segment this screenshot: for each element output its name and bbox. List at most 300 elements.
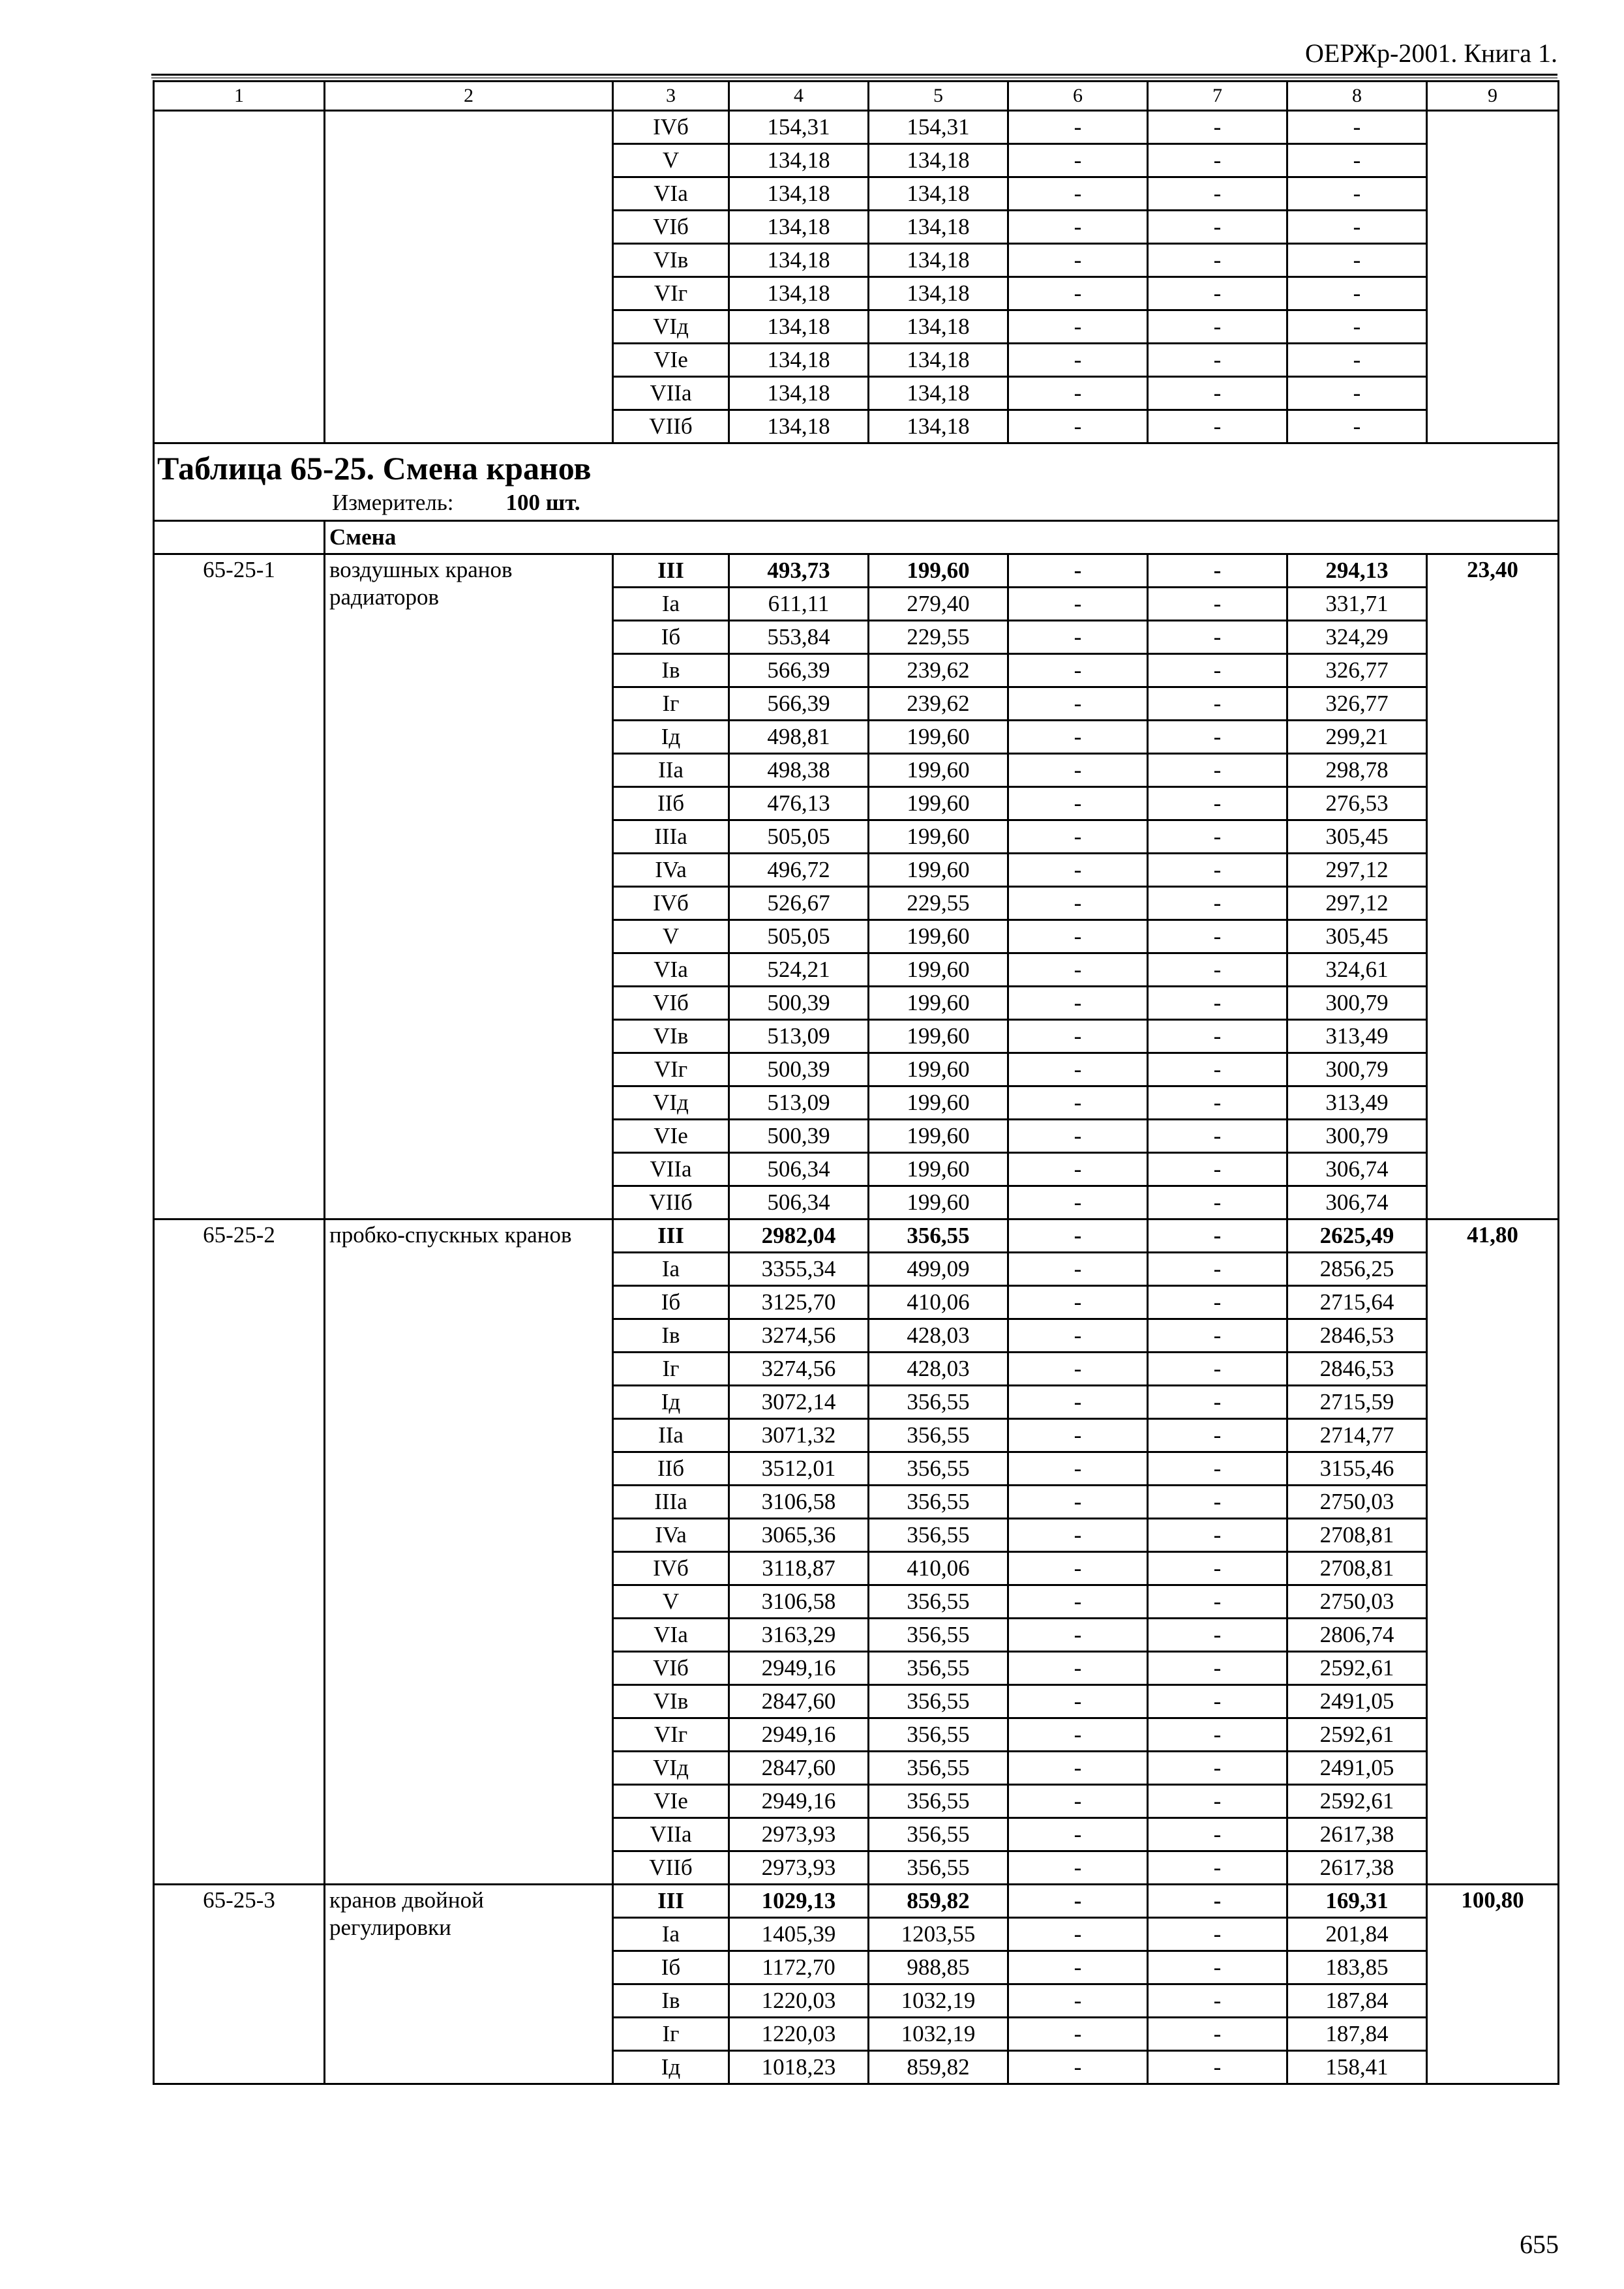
value-cell: 356,55 [869, 1619, 1008, 1652]
value-cell: 3512,01 [729, 1452, 869, 1486]
table-title: Таблица 65-25. Смена кранов [157, 450, 592, 486]
value-cell: 2949,16 [729, 1785, 869, 1818]
value-cell: - [1008, 1452, 1148, 1486]
value-cell: 199,60 [869, 1053, 1008, 1086]
value-cell: - [1008, 621, 1148, 654]
value-cell: 199,60 [869, 820, 1008, 854]
item-description: пробко-спускных кранов [325, 1219, 613, 1885]
value-cell: - [1008, 887, 1148, 920]
value-cell: - [1008, 1619, 1148, 1652]
value-cell: IIa [613, 1419, 729, 1452]
item-description: кранов двойной регулировки [325, 1885, 613, 2084]
value-cell: - [1008, 1219, 1148, 1253]
value-cell: 3118,87 [729, 1552, 869, 1585]
column-number: 5 [869, 82, 1008, 111]
value-cell: 524,21 [729, 953, 869, 987]
value-cell: 2847,60 [729, 1685, 869, 1718]
value-cell: - [1008, 344, 1148, 377]
value-cell: - [1148, 621, 1287, 654]
value-cell: 356,55 [869, 1752, 1008, 1785]
value-cell: VIг [613, 277, 729, 310]
value-cell: - [1287, 410, 1427, 443]
value-cell: - [1148, 588, 1287, 621]
value-cell: 3106,58 [729, 1585, 869, 1619]
value-cell: Ia [613, 1253, 729, 1286]
value-cell: 199,60 [869, 754, 1008, 787]
value-cell: 356,55 [869, 1486, 1008, 1519]
value-cell: - [1287, 144, 1427, 177]
value-cell: 2949,16 [729, 1652, 869, 1685]
value-cell: - [1008, 820, 1148, 854]
item-description: воздушных кранов радиаторов [325, 554, 613, 1219]
value-cell: VIг [613, 1718, 729, 1752]
value-cell: 199,60 [869, 920, 1008, 953]
value-cell: 187,84 [1287, 2018, 1427, 2051]
value-cell: 297,12 [1287, 887, 1427, 920]
value-cell: - [1148, 1353, 1287, 1386]
value-cell: - [1148, 1253, 1287, 1286]
value-cell: - [1148, 1452, 1287, 1486]
value-cell: 356,55 [869, 1685, 1008, 1718]
value-cell: V [613, 144, 729, 177]
value-cell: - [1008, 244, 1148, 277]
value-cell: - [1008, 1818, 1148, 1851]
value-cell: - [1008, 410, 1148, 443]
value-cell: IIIa [613, 1486, 729, 1519]
value-cell: 134,18 [869, 310, 1008, 344]
value-cell: - [1008, 1718, 1148, 1752]
value-cell: 313,49 [1287, 1086, 1427, 1120]
value-cell: 505,05 [729, 820, 869, 854]
value-cell: Iв [613, 1319, 729, 1353]
value-cell: 2973,93 [729, 1818, 869, 1851]
value-cell: - [1148, 211, 1287, 244]
value-cell: 566,39 [729, 654, 869, 687]
value-cell: - [1008, 1552, 1148, 1585]
value-cell: 513,09 [729, 1086, 869, 1120]
value-cell: V [613, 920, 729, 953]
value-cell: 134,18 [729, 277, 869, 310]
value-cell: 134,18 [729, 377, 869, 410]
value-cell: 1220,03 [729, 2018, 869, 2051]
value-cell: - [1008, 1785, 1148, 1818]
value-cell: 2625,49 [1287, 1219, 1427, 1253]
value-cell: - [1008, 854, 1148, 887]
value-cell: Ia [613, 1918, 729, 1951]
value-cell: 2708,81 [1287, 1552, 1427, 1585]
value-cell: - [1148, 1818, 1287, 1851]
value-cell: 2846,53 [1287, 1353, 1427, 1386]
value-cell: VIIa [613, 1153, 729, 1186]
value-cell: 199,60 [869, 987, 1008, 1020]
value-cell: Iг [613, 687, 729, 721]
value-cell: 498,81 [729, 721, 869, 754]
value-cell: - [1148, 1286, 1287, 1319]
value-cell: 611,11 [729, 588, 869, 621]
value-cell: Iв [613, 1984, 729, 2018]
value-cell: 187,84 [1287, 1984, 1427, 2018]
value-cell: 199,60 [869, 721, 1008, 754]
value-cell: 154,31 [729, 111, 869, 144]
value-cell: 2715,64 [1287, 1286, 1427, 1319]
value-cell: - [1008, 1386, 1148, 1419]
measure-label: Измеритель: [332, 490, 454, 515]
column-number: 1 [154, 82, 325, 111]
value-cell: 3155,46 [1287, 1452, 1427, 1486]
value-cell: Iв [613, 654, 729, 687]
column-number: 8 [1287, 82, 1427, 111]
value-cell: 500,39 [729, 1120, 869, 1153]
value-cell: 305,45 [1287, 920, 1427, 953]
value-cell: - [1008, 1885, 1148, 1918]
value-cell: - [1148, 854, 1287, 887]
value-cell: - [1287, 177, 1427, 211]
value-cell: - [1148, 1086, 1287, 1120]
value-cell: 134,18 [869, 377, 1008, 410]
value-cell: 229,55 [869, 621, 1008, 654]
value-cell: 306,74 [1287, 1153, 1427, 1186]
value-cell: 2949,16 [729, 1718, 869, 1752]
price-table [153, 80, 1559, 2085]
value-cell: - [1148, 953, 1287, 987]
value-cell: 2750,03 [1287, 1585, 1427, 1619]
value-cell: 154,31 [869, 111, 1008, 144]
value-cell: - [1148, 310, 1287, 344]
value-cell: 553,84 [729, 621, 869, 654]
item-code: 65-25-3 [154, 1885, 325, 2084]
labor-cost-cell: 23,40 [1427, 554, 1559, 1219]
value-cell: - [1148, 1685, 1287, 1718]
value-cell: - [1008, 953, 1148, 987]
value-cell: 356,55 [869, 1851, 1008, 1885]
value-cell: - [1287, 344, 1427, 377]
value-cell: - [1148, 1319, 1287, 1353]
value-cell: 229,55 [869, 887, 1008, 920]
value-cell: 500,39 [729, 987, 869, 1020]
value-cell: Ia [613, 588, 729, 621]
value-cell: 201,84 [1287, 1918, 1427, 1951]
value-cell: 158,41 [1287, 2051, 1427, 2084]
value-cell: 300,79 [1287, 1053, 1427, 1086]
value-cell: - [1008, 1519, 1148, 1552]
value-cell: - [1148, 1585, 1287, 1619]
value-cell: - [1008, 1851, 1148, 1885]
value-cell: VIд [613, 1086, 729, 1120]
value-cell: - [1148, 1552, 1287, 1585]
value-cell: 305,45 [1287, 820, 1427, 854]
value-cell: - [1148, 687, 1287, 721]
value-cell: 134,18 [869, 177, 1008, 211]
value-cell: - [1148, 721, 1287, 754]
value-cell: - [1008, 1652, 1148, 1685]
value-cell: IVa [613, 1519, 729, 1552]
value-cell: VIIa [613, 1818, 729, 1851]
value-cell: Iб [613, 621, 729, 654]
value-cell: - [1008, 1486, 1148, 1519]
measure-value: 100 шт. [505, 490, 580, 515]
value-cell: 313,49 [1287, 1020, 1427, 1053]
value-cell: 356,55 [869, 1219, 1008, 1253]
value-cell: - [1008, 277, 1148, 310]
value-cell: VIa [613, 177, 729, 211]
description-cell [325, 111, 613, 443]
column-number: 7 [1148, 82, 1287, 111]
value-cell: - [1148, 1153, 1287, 1186]
value-cell: 1172,70 [729, 1951, 869, 1984]
value-cell: 134,18 [869, 211, 1008, 244]
value-cell: - [1148, 1619, 1287, 1652]
value-cell: 199,60 [869, 953, 1008, 987]
value-cell: 297,12 [1287, 854, 1427, 887]
value-cell: - [1008, 721, 1148, 754]
value-cell: - [1148, 1120, 1287, 1153]
value-cell: VIд [613, 1752, 729, 1785]
value-cell: - [1008, 1984, 1148, 2018]
value-cell: - [1008, 1120, 1148, 1153]
value-cell: Iг [613, 2018, 729, 2051]
value-cell: - [1148, 1918, 1287, 1951]
value-cell: 239,62 [869, 687, 1008, 721]
value-cell: - [1008, 554, 1148, 588]
value-cell: 356,55 [869, 1718, 1008, 1752]
table-row [154, 1219, 1559, 1253]
value-cell: 2750,03 [1287, 1486, 1427, 1519]
value-cell: 199,60 [869, 1120, 1008, 1153]
value-cell: 2715,59 [1287, 1386, 1427, 1419]
value-cell: 493,73 [729, 554, 869, 588]
value-cell: 279,40 [869, 588, 1008, 621]
column-number: 3 [613, 82, 729, 111]
value-cell: 239,62 [869, 654, 1008, 687]
value-cell: - [1148, 1053, 1287, 1086]
value-cell: - [1148, 1219, 1287, 1253]
value-cell: - [1008, 687, 1148, 721]
value-cell: 2806,74 [1287, 1619, 1427, 1652]
value-cell: - [1008, 1253, 1148, 1286]
value-cell: 2592,61 [1287, 1718, 1427, 1752]
table-row [154, 554, 1559, 588]
value-cell: Iб [613, 1951, 729, 1984]
value-cell: - [1148, 1984, 1287, 2018]
value-cell: - [1148, 1885, 1287, 1918]
value-cell: 3274,56 [729, 1319, 869, 1353]
value-cell: 2592,61 [1287, 1785, 1427, 1818]
value-cell: - [1008, 1951, 1148, 1984]
value-cell: 506,34 [729, 1186, 869, 1219]
value-cell: 356,55 [869, 1419, 1008, 1452]
value-cell: - [1008, 310, 1148, 344]
value-cell: - [1148, 1951, 1287, 1984]
value-cell: - [1148, 1386, 1287, 1419]
code-cell [154, 111, 325, 443]
value-cell: 356,55 [869, 1585, 1008, 1619]
value-cell: 3071,32 [729, 1419, 869, 1452]
value-cell: - [1148, 177, 1287, 211]
value-cell: IIб [613, 787, 729, 820]
value-cell: 134,18 [729, 177, 869, 211]
value-cell: IIIa [613, 820, 729, 854]
value-cell: - [1148, 277, 1287, 310]
value-cell: 300,79 [1287, 1120, 1427, 1153]
value-cell: Iд [613, 721, 729, 754]
value-cell: 331,71 [1287, 588, 1427, 621]
value-cell: - [1148, 1186, 1287, 1219]
value-cell: 134,18 [869, 410, 1008, 443]
value-cell: - [1008, 2018, 1148, 2051]
value-cell: Iд [613, 1386, 729, 1419]
value-cell: 1203,55 [869, 1918, 1008, 1951]
column-number: 2 [325, 82, 613, 111]
labor-cost-cell [1427, 111, 1559, 443]
value-cell: - [1008, 1685, 1148, 1718]
value-cell: VIIa [613, 377, 729, 410]
value-cell: VIг [613, 1053, 729, 1086]
labor-cost-cell: 100,80 [1427, 1885, 1559, 2084]
value-cell: - [1008, 377, 1148, 410]
measure-line [157, 488, 1555, 517]
labor-cost-cell: 41,80 [1427, 1219, 1559, 1885]
value-cell: - [1287, 211, 1427, 244]
value-cell: 428,03 [869, 1353, 1008, 1386]
value-cell: - [1008, 1086, 1148, 1120]
value-cell: 1405,39 [729, 1918, 869, 1951]
header-rule [151, 74, 1557, 76]
value-cell: IVб [613, 111, 729, 144]
value-cell: 1029,13 [729, 1885, 869, 1918]
value-cell: VIa [613, 1619, 729, 1652]
value-cell: 2846,53 [1287, 1319, 1427, 1353]
value-cell: 3125,70 [729, 1286, 869, 1319]
value-cell: 356,55 [869, 1785, 1008, 1818]
value-cell: - [1287, 111, 1427, 144]
value-cell: 1032,19 [869, 1984, 1008, 2018]
column-number: 6 [1008, 82, 1148, 111]
value-cell: - [1148, 1785, 1287, 1818]
value-cell: - [1148, 1486, 1287, 1519]
value-cell: 298,78 [1287, 754, 1427, 787]
value-cell: 2617,38 [1287, 1851, 1427, 1885]
value-cell: 356,55 [869, 1452, 1008, 1486]
value-cell: VIe [613, 1785, 729, 1818]
value-cell: - [1008, 1153, 1148, 1186]
value-cell: 2973,93 [729, 1851, 869, 1885]
value-cell: 2491,05 [1287, 1752, 1427, 1785]
value-cell: VIIб [613, 1851, 729, 1885]
value-cell: 134,18 [869, 344, 1008, 377]
value-cell: - [1148, 887, 1287, 920]
value-cell: 169,31 [1287, 1885, 1427, 1918]
value-cell: - [1008, 1353, 1148, 1386]
value-cell: - [1008, 144, 1148, 177]
value-cell: 199,60 [869, 854, 1008, 887]
value-cell: 513,09 [729, 1020, 869, 1053]
value-cell: 199,60 [869, 1086, 1008, 1120]
value-cell: 356,55 [869, 1386, 1008, 1419]
value-cell: 505,05 [729, 920, 869, 953]
value-cell: - [1148, 2051, 1287, 2084]
value-cell: - [1148, 754, 1287, 787]
value-cell: - [1287, 277, 1427, 310]
value-cell: 476,13 [729, 787, 869, 820]
value-cell: - [1148, 344, 1287, 377]
value-cell: - [1148, 410, 1287, 443]
value-cell: 988,85 [869, 1951, 1008, 1984]
page-number: 655 [1520, 2230, 1559, 2259]
value-cell: - [1008, 1053, 1148, 1086]
value-cell: 300,79 [1287, 987, 1427, 1020]
value-cell: - [1008, 1186, 1148, 1219]
value-cell: IVб [613, 1552, 729, 1585]
value-cell: 3065,36 [729, 1519, 869, 1552]
value-cell: 326,77 [1287, 654, 1427, 687]
value-cell: - [1148, 1718, 1287, 1752]
value-cell: 134,18 [729, 410, 869, 443]
value-cell: - [1287, 244, 1427, 277]
value-cell: 324,29 [1287, 621, 1427, 654]
value-cell: - [1148, 1519, 1287, 1552]
value-cell: III [613, 554, 729, 588]
value-cell: 2714,77 [1287, 1419, 1427, 1452]
column-number: 4 [729, 82, 869, 111]
item-code: 65-25-2 [154, 1219, 325, 1885]
value-cell: IIб [613, 1452, 729, 1486]
value-cell: 499,09 [869, 1253, 1008, 1286]
value-cell: - [1148, 1419, 1287, 1452]
value-cell: Iб [613, 1286, 729, 1319]
value-cell: 3274,56 [729, 1353, 869, 1386]
value-cell: IVб [613, 887, 729, 920]
value-cell: 2982,04 [729, 1219, 869, 1253]
value-cell: - [1148, 377, 1287, 410]
value-cell: - [1008, 987, 1148, 1020]
value-cell: 859,82 [869, 2051, 1008, 2084]
value-cell: - [1008, 1918, 1148, 1951]
value-cell: 356,55 [869, 1818, 1008, 1851]
value-cell: 410,06 [869, 1552, 1008, 1585]
value-cell: VIe [613, 344, 729, 377]
value-cell: Iд [613, 2051, 729, 2084]
value-cell: VIв [613, 1685, 729, 1718]
value-cell: 326,77 [1287, 687, 1427, 721]
value-cell: 199,60 [869, 1186, 1008, 1219]
running-header: ОЕРЖр-2001. Книга 1. [1305, 38, 1557, 68]
value-cell: - [1148, 554, 1287, 588]
value-cell: 566,39 [729, 687, 869, 721]
value-cell: 3072,14 [729, 1386, 869, 1419]
value-cell: 2856,25 [1287, 1253, 1427, 1286]
value-cell: IVa [613, 854, 729, 887]
value-cell: 134,18 [729, 244, 869, 277]
value-cell: - [1008, 2051, 1148, 2084]
value-cell: 1018,23 [729, 2051, 869, 2084]
table-title-row [154, 443, 1559, 521]
value-cell: - [1008, 754, 1148, 787]
value-cell: 410,06 [869, 1286, 1008, 1319]
value-cell: Iг [613, 1353, 729, 1386]
value-cell: 2617,38 [1287, 1818, 1427, 1851]
value-cell: - [1148, 244, 1287, 277]
value-cell: - [1008, 1419, 1148, 1452]
value-cell: - [1008, 1020, 1148, 1053]
value-cell: 1032,19 [869, 2018, 1008, 2051]
value-cell: 2592,61 [1287, 1652, 1427, 1685]
column-number-row [154, 82, 1559, 111]
value-cell: 134,18 [729, 211, 869, 244]
value-cell: 500,39 [729, 1053, 869, 1086]
value-cell: 276,53 [1287, 787, 1427, 820]
value-cell: 324,61 [1287, 953, 1427, 987]
value-cell: - [1148, 1652, 1287, 1685]
